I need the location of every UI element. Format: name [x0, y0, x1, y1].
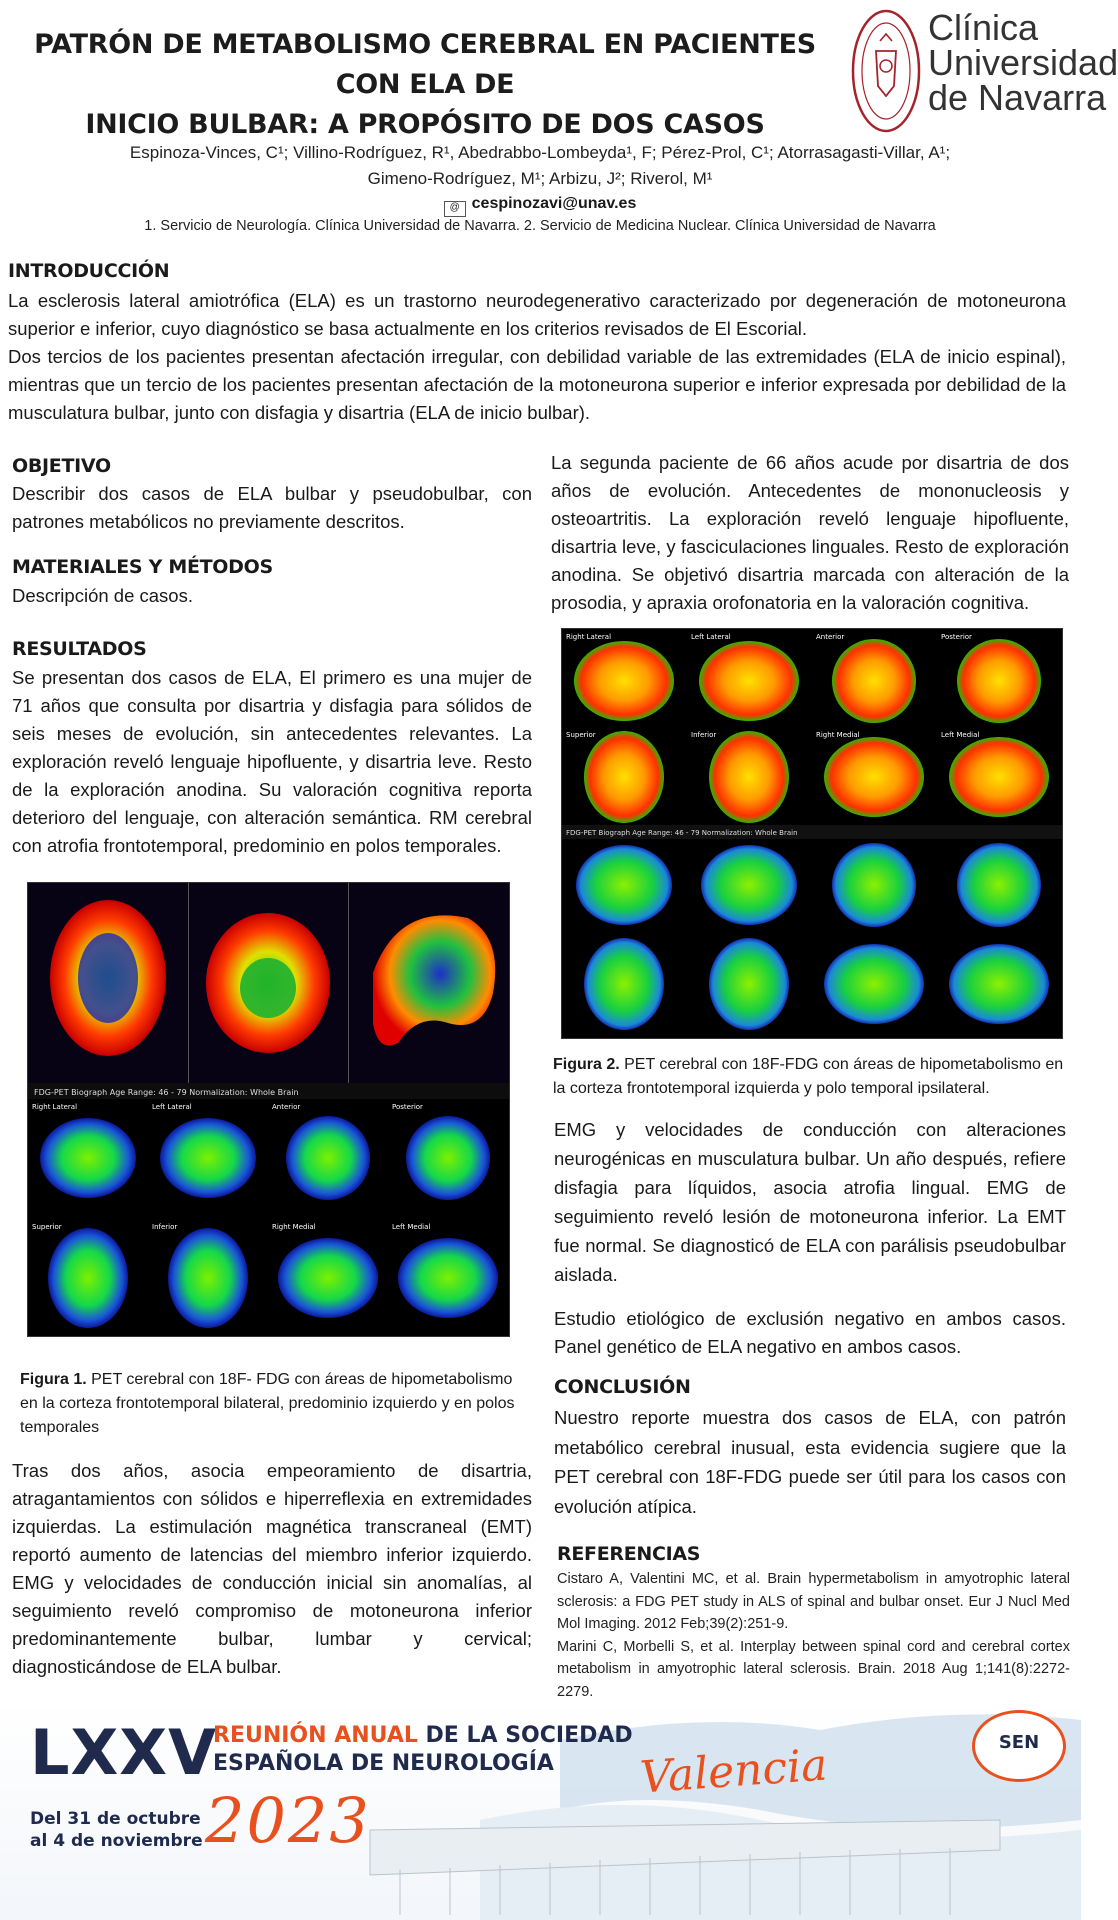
intro-paragraph-2: Dos tercios de los pacientes presentan afectación irregular, con debilidad variable de las extremidades (ELA de inicio espinal), mientras que un tercio de los pacientes presentan afectación de la motoneurona superior e inferior expresada por debilidad de la musculatura bulbar, junto con disfagia y disartria (ELA de inicio bulbar). — [8, 346, 1066, 423]
congress-dates-line-2: al 4 de noviembre — [30, 1831, 203, 1851]
fig2-cool-superior — [584, 938, 664, 1030]
figure-2-caption — [553, 1053, 1073, 1101]
fig2-label-left-lateral: Left Lateral — [691, 633, 731, 641]
fig2-label-superior: Superior — [566, 731, 596, 739]
case2-text: La segunda paciente de 66 años acude por disartria de dos años de evolución. Antecedentes de mononucleosis y osteoartritis. La exploración reveló lenguaje hipofluente, disartria leve, y fasciculaciones linguales. Resto de exploración anodina. Se objetivó disartria marcada con alteración de la prosodia, y apraxia orofonatoria en la valoración cognitiva. — [551, 452, 1069, 613]
fig2-hot-inferior — [709, 731, 789, 823]
figure-1-pet-images — [27, 882, 510, 1337]
fig2-hot-anterior — [832, 639, 916, 723]
fig2-cool-anterior — [832, 843, 916, 927]
congress-city: Valencia — [638, 1739, 829, 1804]
congress-edition: LXXV — [30, 1716, 218, 1789]
references-list — [557, 1568, 1070, 1703]
fig1-view-right-medial — [278, 1238, 378, 1318]
intro-section — [8, 287, 1066, 427]
authors — [20, 140, 1060, 192]
university-seal-logo — [850, 6, 922, 136]
fig1-view-left-lateral — [160, 1118, 256, 1198]
institution-line-1: Clínica — [928, 7, 1039, 48]
contact-email — [20, 195, 1060, 217]
congress-footer-banner — [0, 1700, 1081, 1920]
objetivo-heading: OBJETIVO — [12, 455, 111, 477]
fig1-view-anterior — [286, 1116, 370, 1200]
fig2-cool-posterior — [957, 843, 1041, 927]
fig2-label-right-medial: Right Medial — [816, 731, 860, 739]
fig1-view-right-lateral — [40, 1118, 136, 1198]
objetivo-text: Describir dos casos de ELA bulbar y pseudobulbar, con patrones metabólicos no previamente descritos. — [12, 483, 532, 532]
sen-logo — [972, 1710, 1066, 1782]
fig1-label-left-medial: Left Medial — [392, 1223, 431, 1231]
reference-2: Marini C, Morbelli S, et al. Interplay between spinal cord and cerebral cortex metabolism in amyotrophic lateral sclerosis. Brain. 2018 Aug 1;141(8):2272-2279. — [557, 1638, 1070, 1700]
fig2-label-posterior: Posterior — [941, 633, 972, 641]
figure-2-label: Figura 2. — [553, 1056, 620, 1073]
figure-1-caption-text: PET cerebral con 18F- FDG con áreas de hipometabolismo en la corteza frontotemporal bilateral, predominio izquierdo y en polos temporales — [20, 1371, 515, 1436]
fig2-label-inferior: Inferior — [691, 731, 717, 739]
fig2-cool-left-lateral — [701, 845, 797, 925]
email-text[interactable]: cespinozavi@unav.es — [471, 195, 637, 212]
fig2-label-right-lateral: Right Lateral — [566, 633, 612, 641]
title-line-2: INICIO BULBAR: A PROPÓSITO DE DOS CASOS — [85, 109, 765, 140]
references-heading: REFERENCIAS — [557, 1543, 701, 1565]
institution-line-3: de Navarra — [928, 77, 1107, 118]
congress-year: 2023 — [205, 1784, 371, 1857]
fig2-hot-right-medial — [824, 737, 924, 817]
fig1-label-right-medial: Right Medial — [272, 1223, 316, 1231]
fig1-view-left-medial — [398, 1238, 498, 1318]
reference-1: Cistaro A, Valentini MC, et al. Brain hypermetabolism in amyotrophic lateral sclerosis: a FDG PET study in ALS of spinal and bulbar onset. Eur J Nucl Med Mol Imaging. 2012 Feb;39(2):251-9. — [557, 1571, 1070, 1632]
fig2-hot-posterior — [957, 639, 1041, 723]
fig1-label-superior: Superior — [32, 1223, 62, 1231]
figure-2-pet-images — [561, 628, 1063, 1039]
conclusion-heading: CONCLUSIÓN — [554, 1376, 691, 1398]
authors-line-1: Espinoza-Vinces, C¹; Villino-Rodríguez, R¹, Abedrabbo-Lombeyda¹, F; Pérez-Prol, C¹; Atorrasagasti-Villar, A¹; — [129, 143, 951, 162]
fig1-label-inferior: Inferior — [152, 1223, 178, 1231]
poster-title — [20, 25, 830, 145]
case1-continuation: Tras dos años, asocia empeoramiento de disartria, atragantamientos con sólidos e hiperreflexia en extremidades izquierdas. La estimulación magnética transcraneal (EMT) reportó aumento de latencias del miembro inferior izquierdo. EMG y velocidades de conducción inicial sin anomalías, al seguimiento reveló compromiso de motoneurona inferior predominantemente bulbar, lumbar y cervical; diagnosticándose de ELA bulbar. — [12, 1460, 532, 1677]
conclusion-text: Nuestro reporte muestra dos casos de ELA, con patrón metabólico cerebral inusual, esta evidencia sugiere que la PET cerebral con 18F-FDG puede ser útil para los casos con evolución atípica. — [554, 1407, 1066, 1517]
fig1-label-left-lateral: Left Lateral — [152, 1103, 192, 1111]
fig1-view-inferior — [168, 1228, 248, 1328]
fig1-view-superior — [48, 1228, 128, 1328]
case2-continuation: EMG y velocidades de conducción con alteraciones neurogénicas en musculatura bulbar. Un año después, refiere disfagia para líquidos, asocia atrofia lingual. EMG de seguimiento reveló lesión de motoneurona inferior. La EMT fue normal. Se diagnosticó de ELA con parálisis pseudobulbar aislada. — [554, 1119, 1066, 1285]
congress-name-line-2: ESPAÑOLA DE NEUROLOGÍA — [213, 1751, 554, 1776]
institution-logo-text — [928, 7, 1118, 118]
fig2-cool-inferior — [709, 938, 789, 1030]
metodos-text: Descripción de casos. — [12, 585, 193, 606]
congress-name-rest: DE LA SOCIEDAD — [417, 1723, 633, 1748]
sen-logo-text: SEN — [998, 1732, 1040, 1753]
institution-line-2: Universidad — [928, 42, 1118, 83]
figure-2-caption-text: PET cerebral con 18F-FDG con áreas de hipometabolismo en la corteza frontotemporal izquierda y polo temporal ipsilateral. — [553, 1056, 1064, 1097]
fig2-hot-left-medial — [949, 737, 1049, 817]
fig1-banner: FDG-PET Biograph Age Range: 46 - 79 Normalization: Whole Brain — [34, 1088, 299, 1097]
fig1-label-posterior: Posterior — [392, 1103, 423, 1111]
fig1-view-posterior — [406, 1116, 490, 1200]
fig2-hot-left-lateral — [699, 641, 799, 721]
fig2-label-left-medial: Left Medial — [941, 731, 980, 739]
fig1-label-anterior: Anterior — [272, 1103, 301, 1111]
etiologic-study-text: Estudio etiológico de exclusión negativo en ambos casos. Panel genético de ELA negativo en ambos casos. — [554, 1308, 1066, 1357]
figure-1-label: Figura 1. — [20, 1371, 87, 1388]
figure-1-caption — [20, 1368, 520, 1440]
fig2-cool-right-lateral — [576, 845, 672, 925]
fig2-label-anterior: Anterior — [816, 633, 845, 641]
metodos-heading: MATERIALES Y MÉTODOS — [12, 556, 273, 578]
fig1-label-right-lateral: Right Lateral — [32, 1103, 78, 1111]
intro-heading: INTRODUCCIÓN — [8, 260, 170, 282]
resultados-text: Se presentan dos casos de ELA, El primero es una mujer de 71 años que consulta por disartria y disfagia para sólidos de seis meses de evolución, sin antecedentes relevantes. La exploración reveló lenguaje hipofluente, y disartria leve. Resto de la exploración anodina. Su valoración cognitiva reporta deterioro del lenguaje, con alteración semántica. RM cerebral con atrofia frontotemporal, predominio en polos temporales. — [12, 667, 532, 856]
fig2-hot-superior — [584, 731, 664, 823]
congress-dates-line-1: Del 31 de octubre — [30, 1809, 201, 1829]
title-line-1: PATRÓN DE METABOLISMO CEREBRAL EN PACIENTES CON ELA DE — [34, 29, 816, 100]
fig2-cool-left-medial — [949, 944, 1049, 1024]
authors-line-2: Gimeno-Rodríguez, M¹; Arbizu, J²; Riverol, M¹ — [367, 169, 713, 188]
intro-paragraph-1: La esclerosis lateral amiotrófica (ELA) es un trastorno neurodegenerativo caracterizado por degeneración de motoneurona superior e inferior, cuyo diagnóstico se basa actualmente en los criterios revisados de El Escorial. — [8, 290, 1066, 339]
affiliations: 1. Servicio de Neurología. Clínica Universidad de Navarra. 2. Servicio de Medicina Nuclear. Clínica Universidad de Navarra — [144, 218, 936, 234]
congress-name-line-1 — [213, 1722, 633, 1750]
fig2-hot-right-lateral — [574, 641, 674, 721]
resultados-heading: RESULTADOS — [12, 638, 147, 660]
congress-name — [213, 1722, 633, 1778]
fig2-banner: FDG-PET Biograph Age Range: 46 - 79 Normalization: Whole Brain — [566, 829, 798, 837]
email-icon: @ — [444, 201, 466, 217]
fig2-cool-right-medial — [824, 944, 924, 1024]
congress-name-highlight: REUNIÓN ANUAL — [213, 1723, 418, 1748]
congress-dates — [30, 1808, 203, 1852]
